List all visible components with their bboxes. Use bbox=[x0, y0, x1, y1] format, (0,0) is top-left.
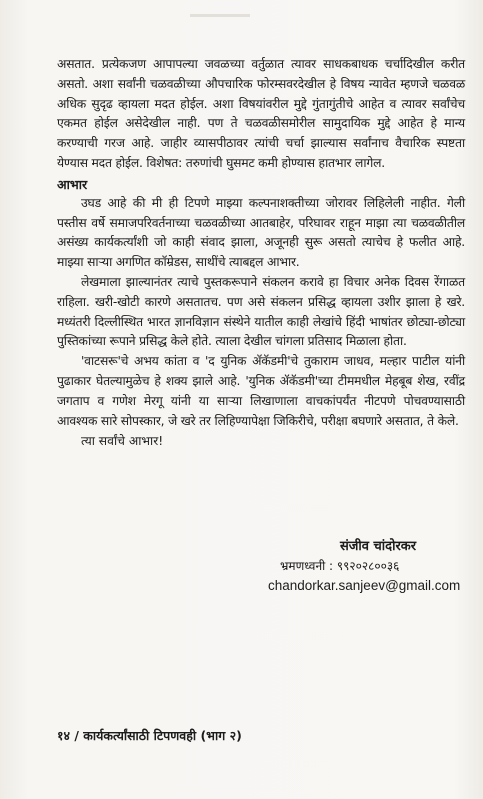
paragraph-intro: असतात. प्रत्येकजण आपापल्या जवळच्या वर्तुळात त्यावर साधकबाधक चर्चादिखील करीत असतो. अशा सर्वांनी चळवळीच्या औपचारिक फोरम्सवरदेखील हे विषय न्यावेत म्हणजे चळवळ अधिक सुदृढ व्हायला मदत होईल. अशा विषयांवरील मुद्दे गुंतागुंतीचे आहेत व त्यावर सर्वांचेच एकमत होईल असेदेखील नाही. पण ते चळवळीसमोरील सामुदायिक मुद्दे आहेत हे मान्य करण्याची गरज आहे. जाहीर व्यासपीठावर त्यांची चर्चा झाल्यास सर्वांनाच वैचारिक स्पष्टता येण्यास मदत होईल. विशेषत: तरुणांची घुसमट कमी होण्यास हातभार लागेल. bbox=[57, 57, 465, 170]
closing-thanks: त्या सर्वांचे आभार! bbox=[81, 434, 164, 449]
author-name: संजीव चांदोरकर bbox=[340, 539, 417, 554]
section-heading: आभार bbox=[57, 176, 88, 192]
author-mobile: भ्रमणध्वनी : ९९२०२८००३६ bbox=[280, 559, 400, 573]
paragraph-acknowledgement-1: उघड आहे की मी ही टिपणे माझ्या कल्पनाशक्तीच्या जोरावर लिहिलेली नाहीत. गेली पस्तीस वर्षे समाजपरिवर्तनाच्या चळवळीच्या आतबाहेर, परिघावर राहून माझा त्या चळवळीतील असंख्य कार्यकर्त्यांशी जो काही संवाद झाला, अजूनही सुरू असतो त्याचेच हे फलीत आहे. माझ्या साऱ्या अगणित कॉम्रेडस, साथींचे त्याबद्दल आभार. bbox=[57, 195, 465, 270]
paragraph-acknowledgement-2: लेखमाला झाल्यानंतर त्याचे पुस्तकरूपाने संकलन करावे हा विचार अनेक दिवस रेंगाळत राहिला. खरी-खोटी कारणे असतातच. पण असे संकलन प्रसिद्ध व्हायला उशीर झाला हे खरे. मध्यंतरी दिल्लीस्थित भारत ज्ञानविज्ञान संस्थेने यातील काही लेखांचे हिंदी भाषांतर छोट्या-छोट्या पुस्तिकांच्या रूपाने प्रसिद्ध केले होते. त्याला देखील चांगला प्रतिसाद मिळाला होता. bbox=[57, 274, 465, 349]
page-smudge bbox=[190, 14, 250, 17]
paragraph-acknowledgement-3: 'वाटसरू'चे अभय कांता व 'द युनिक ॲकॅडमी'चे तुकाराम जाधव, मल्हार पाटील यांनी पुढाकार घेतल्यामुळेच हे शक्य झाले आहे. 'युनिक ॲकॅडमी'च्या टीममधील मेहबूब शेख, रवींद्र जगताप व गणेश मेरगू यांनी या साऱ्या लिखाणाला वाचकांपर्यंत नीटपणे पोचवण्यासाठी आवश्यक सारे सोपस्कार, जे खरे तर लिहिण्यापेक्षा जिकिरीचे, परीक्षा बघणारे असतात, ते केले. bbox=[57, 354, 465, 428]
signature-block bbox=[268, 537, 470, 595]
page-body bbox=[57, 55, 465, 451]
author-email: chandorkar.sanjeev@gmail.com bbox=[268, 578, 461, 593]
page-footer: १४ / कार्यकर्त्यांसाठी टिपणवही (भाग २) bbox=[57, 728, 242, 743]
